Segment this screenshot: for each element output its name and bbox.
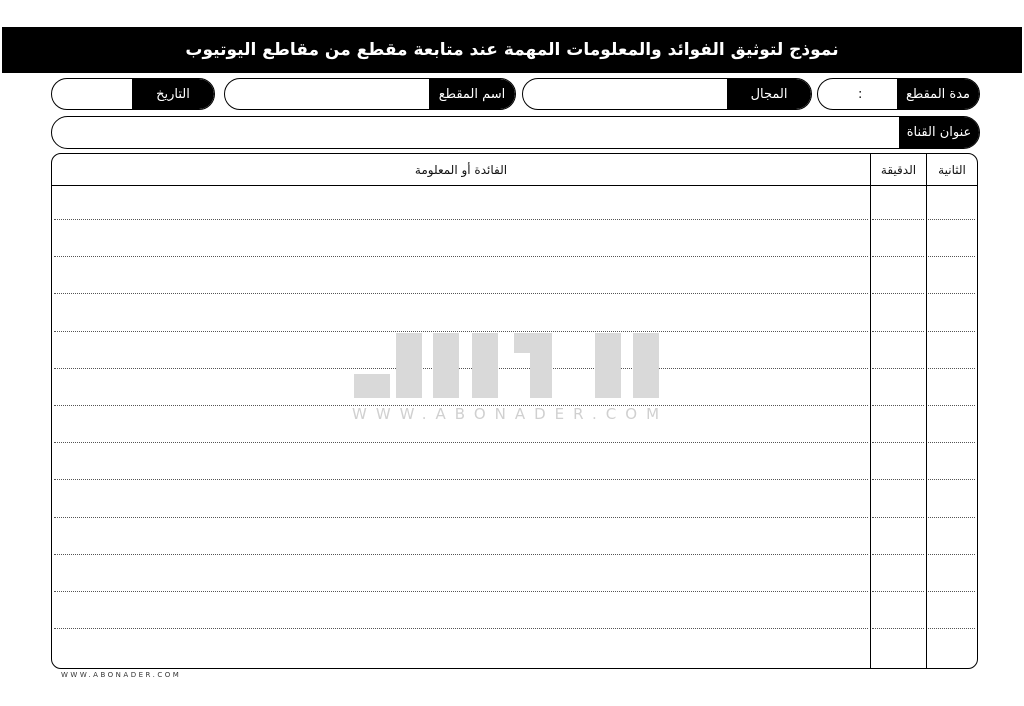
col-header-second: الثانية [938, 162, 966, 177]
writing-line[interactable] [872, 368, 924, 369]
watermark-bar [633, 333, 659, 398]
writing-line[interactable] [54, 293, 868, 294]
date-label: التاريخ [132, 79, 214, 109]
writing-line[interactable] [54, 368, 868, 369]
domain-field[interactable] [522, 78, 812, 110]
column-divider [926, 154, 927, 668]
writing-line[interactable] [928, 591, 975, 592]
writing-line[interactable] [928, 405, 975, 406]
writing-line[interactable] [928, 256, 975, 257]
clip-name-label: اسم المقطع [429, 79, 515, 109]
writing-line[interactable] [928, 219, 975, 220]
writing-line[interactable] [928, 554, 975, 555]
writing-line[interactable] [872, 442, 924, 443]
writing-line[interactable] [872, 405, 924, 406]
watermark-bar [530, 333, 552, 398]
form-title-bar [2, 27, 1022, 73]
writing-line[interactable] [872, 293, 924, 294]
writing-line[interactable] [872, 219, 924, 220]
channel-title-field[interactable] [51, 116, 980, 149]
writing-line[interactable] [872, 256, 924, 257]
writing-line[interactable] [54, 628, 868, 629]
writing-line[interactable] [872, 331, 924, 332]
footer-url: WWW.ABONADER.COM [61, 671, 182, 679]
writing-line[interactable] [54, 256, 868, 257]
channel-title-label: عنوان القناة [899, 117, 979, 148]
watermark-bar [472, 333, 498, 398]
writing-line[interactable] [872, 554, 924, 555]
writing-line[interactable] [928, 368, 975, 369]
col-header-minute: الدقيقة [880, 162, 917, 177]
watermark-bar [433, 333, 459, 398]
writing-line[interactable] [54, 442, 868, 443]
watermark-bar [354, 374, 390, 398]
writing-line[interactable] [928, 442, 975, 443]
writing-line[interactable] [872, 479, 924, 480]
writing-line[interactable] [54, 331, 868, 332]
form-title: نموذج لتوثيق الفوائد والمعلومات المهمة عند متابعة مقطع من مقاطع اليوتيوب [185, 40, 839, 60]
writing-line[interactable] [928, 293, 975, 294]
writing-line[interactable] [872, 628, 924, 629]
writing-line[interactable] [54, 479, 868, 480]
header-divider [52, 185, 977, 186]
writing-line[interactable] [928, 479, 975, 480]
writing-line[interactable] [872, 591, 924, 592]
watermark-bar [595, 333, 621, 398]
clip-name-field[interactable] [224, 78, 516, 110]
duration-label: مدة المقطع [897, 79, 979, 109]
column-divider [870, 154, 871, 668]
writing-line[interactable] [54, 219, 868, 220]
col-header-benefit: الفائدة أو المعلومة [414, 162, 508, 177]
watermark-bar [396, 333, 422, 398]
duration-value: : [858, 86, 863, 102]
writing-line[interactable] [54, 591, 868, 592]
writing-line[interactable] [872, 517, 924, 518]
duration-field[interactable] [817, 78, 980, 110]
watermark-text: WWW.ABONADER.COM [352, 405, 669, 423]
writing-line[interactable] [54, 517, 868, 518]
domain-label: المجال [727, 79, 811, 109]
writing-line[interactable] [928, 331, 975, 332]
writing-line[interactable] [928, 628, 975, 629]
writing-line[interactable] [928, 517, 975, 518]
writing-line[interactable] [54, 554, 868, 555]
date-field[interactable] [51, 78, 215, 110]
